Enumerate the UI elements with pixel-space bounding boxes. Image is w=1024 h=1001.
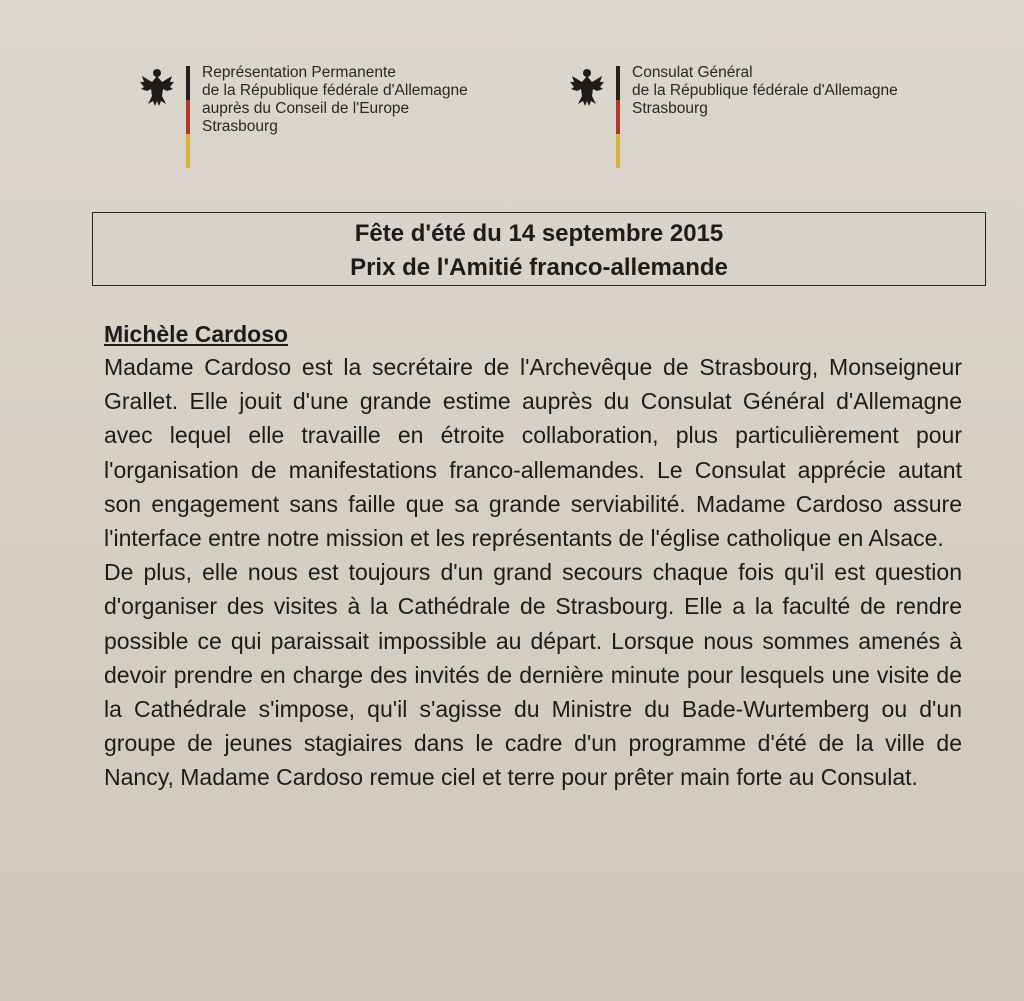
federal-eagle-icon [138, 66, 176, 108]
letterhead-line: Strasbourg [202, 118, 278, 135]
flag-stripe [616, 66, 620, 168]
event-title: Fête d'été du 14 septembre 2015 [354, 220, 724, 247]
title-box [92, 212, 986, 286]
paragraph: De plus, elle nous est toujours d'un grand secours chaque fois qu'il est question d'organiser des visites à la Cathédrale de Strasbourg. Elle a la faculté de rendre possible ce qui paraissait impossible au départ. Lorsque nous sommes amenés à devoir prendre en charge des invités de dernière minute pour lesquels une visite de la Cathédrale s'impose, qu'il s'agisse du Ministre du Bade-Wurtemberg ou d'un groupe de jeunes stagiaires dans le cadre d'un programme d'été de la ville de Nancy, Madame Cardoso remue ciel et terre pour prêter main forte au Consulat. [104, 559, 962, 791]
prize-title: Prix de l'Amitié franco-allemande [350, 254, 728, 281]
letterhead-line: auprès du Conseil de l'Europe [202, 100, 410, 117]
letterhead-line: de la République fédérale d'Allemagne [632, 82, 898, 99]
body-text [104, 318, 962, 795]
laureate-name: Michèle Cardoso [104, 321, 289, 347]
federal-eagle-icon [568, 66, 606, 108]
letterhead-line: Strasbourg [632, 100, 708, 117]
letterhead-line: de la République fédérale d'Allemagne [202, 82, 468, 99]
letterhead-line: Représentation Permanente [202, 64, 396, 81]
letterhead-text [632, 64, 898, 118]
paragraph: Madame Cardoso est la secrétaire de l'Archevêque de Strasbourg, Monseigneur Grallet. Elle jouit d'une grande estime auprès du Consulat Général d'Allemagne avec lequel elle travaille en étroite collaboration, plus particulièrement pour l'organisation de manifestations franco-allemandes. Le Consulat apprécie autant son engagement sans faille que sa grande serviabilité. Madame Cardoso assure l'interface entre notre mission et les représentants de l'église catholique en Alsace. [104, 354, 962, 552]
letterhead-text [202, 64, 468, 136]
flag-stripe [186, 66, 190, 168]
letterhead-line: Consulat Général [632, 64, 753, 81]
